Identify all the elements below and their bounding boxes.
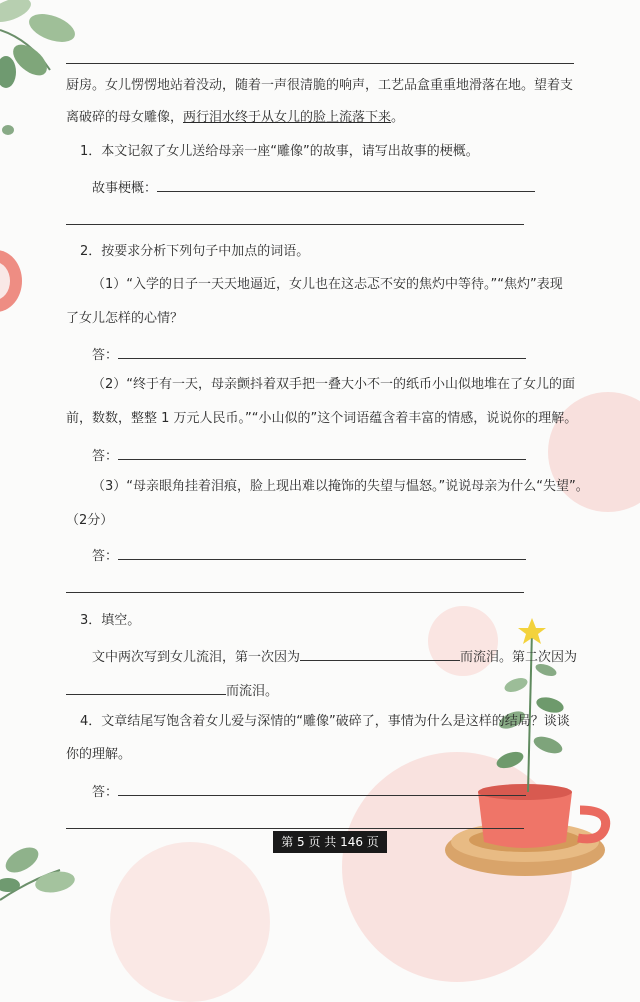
question-2: 2．按要求分析下列句子中加点的词语。 (80, 244, 310, 259)
q1-answer-label: 故事梗概： (92, 181, 158, 196)
q2-sub3-line-2: （2分） (66, 513, 114, 528)
q2-sub1-answer-field[interactable] (118, 344, 526, 359)
q2-sub1-line-2: 了女儿怎样的心情？ (66, 311, 184, 326)
passage-line-1: 厨房。女儿愣愣地站着没动，随着一声很清脆的响声，工艺品盒重重地滑落在地。望着支 (66, 78, 574, 93)
q3-line-1b: 而流泪。第二次因为 (460, 650, 578, 665)
passage-line-2a: 离破碎的母女雕像， (66, 110, 184, 125)
question-4-line-1: 4．文章结尾写饱含着女儿爱与深情的“雕像”破碎了，事情为什么是这样的结局？谈谈 (80, 714, 570, 729)
q2-sub1-line-1: （1）“入学的日子一天天地逼近，女儿也在这忐忑不安的焦灼中等待。”“焦灼”表现 (92, 277, 563, 292)
q1-answer-field[interactable] (157, 177, 535, 192)
q3-blank-2[interactable] (66, 680, 226, 695)
q4-answer-line-2[interactable] (66, 828, 524, 829)
passage-line-2 (66, 109, 404, 127)
question-3: 3．填空。 (80, 613, 141, 628)
q2-sub3-answer-line-2[interactable] (66, 592, 524, 593)
q2-sub2-answer-row (92, 445, 526, 466)
q2-sub2-answer-field[interactable] (118, 445, 526, 460)
q2-sub1-answer-label: 答： (92, 348, 119, 363)
passage-underlined-sentence: 两行泪水终于从女儿的脸上流落下来 (183, 110, 392, 125)
decorative-circle-bottom-left (110, 842, 270, 1002)
q3-line-2 (66, 680, 278, 701)
q1-answer-row (92, 177, 535, 198)
q2-sub3-line-1: （3）“母亲眼角挂着泪痕，脸上现出难以掩饰的失望与愠怒。”说说母亲为什么“失望”。 (92, 479, 589, 494)
q3-line-1 (92, 646, 577, 667)
q2-sub2-answer-label: 答： (92, 449, 119, 464)
question-1: 1．本文记叙了女儿送给母亲一座“雕像”的故事，请写出故事的梗概。 (80, 144, 479, 159)
q3-line-2b: 而流泪。 (226, 684, 279, 699)
q2-sub1-answer-row (92, 344, 526, 365)
q1-answer-line-2[interactable] (66, 224, 524, 225)
q4-answer-label: 答： (92, 785, 119, 800)
q2-sub3-answer-field[interactable] (118, 545, 526, 560)
q2-sub3-answer-label: 答： (92, 549, 119, 564)
q3-line-1a: 文中两次写到女儿流泪，第一次因为 (92, 650, 301, 665)
question-4-line-2: 你的理解。 (66, 747, 132, 762)
q4-answer-row (92, 781, 526, 802)
page-number-badge: 第 5 页 共 146 页 (273, 831, 387, 853)
q2-sub2-line-2: 前，数数，整整 1 万元人民币。”“小山似的”这个词语蕴含着丰富的情感，说说你的理解。 (66, 411, 578, 426)
passage-line-2b: 。 (391, 110, 405, 125)
top-rule (66, 63, 574, 64)
q3-blank-1[interactable] (300, 646, 460, 661)
q2-sub3-answer-row (92, 545, 526, 566)
q2-sub2-line-1: （2）“终于有一天，母亲颤抖着双手把一叠大小不一的纸币小山似地堆在了女儿的面 (92, 377, 576, 392)
leaf-branch-bottom-left-icon (0, 830, 90, 905)
q4-answer-field[interactable] (118, 781, 526, 796)
